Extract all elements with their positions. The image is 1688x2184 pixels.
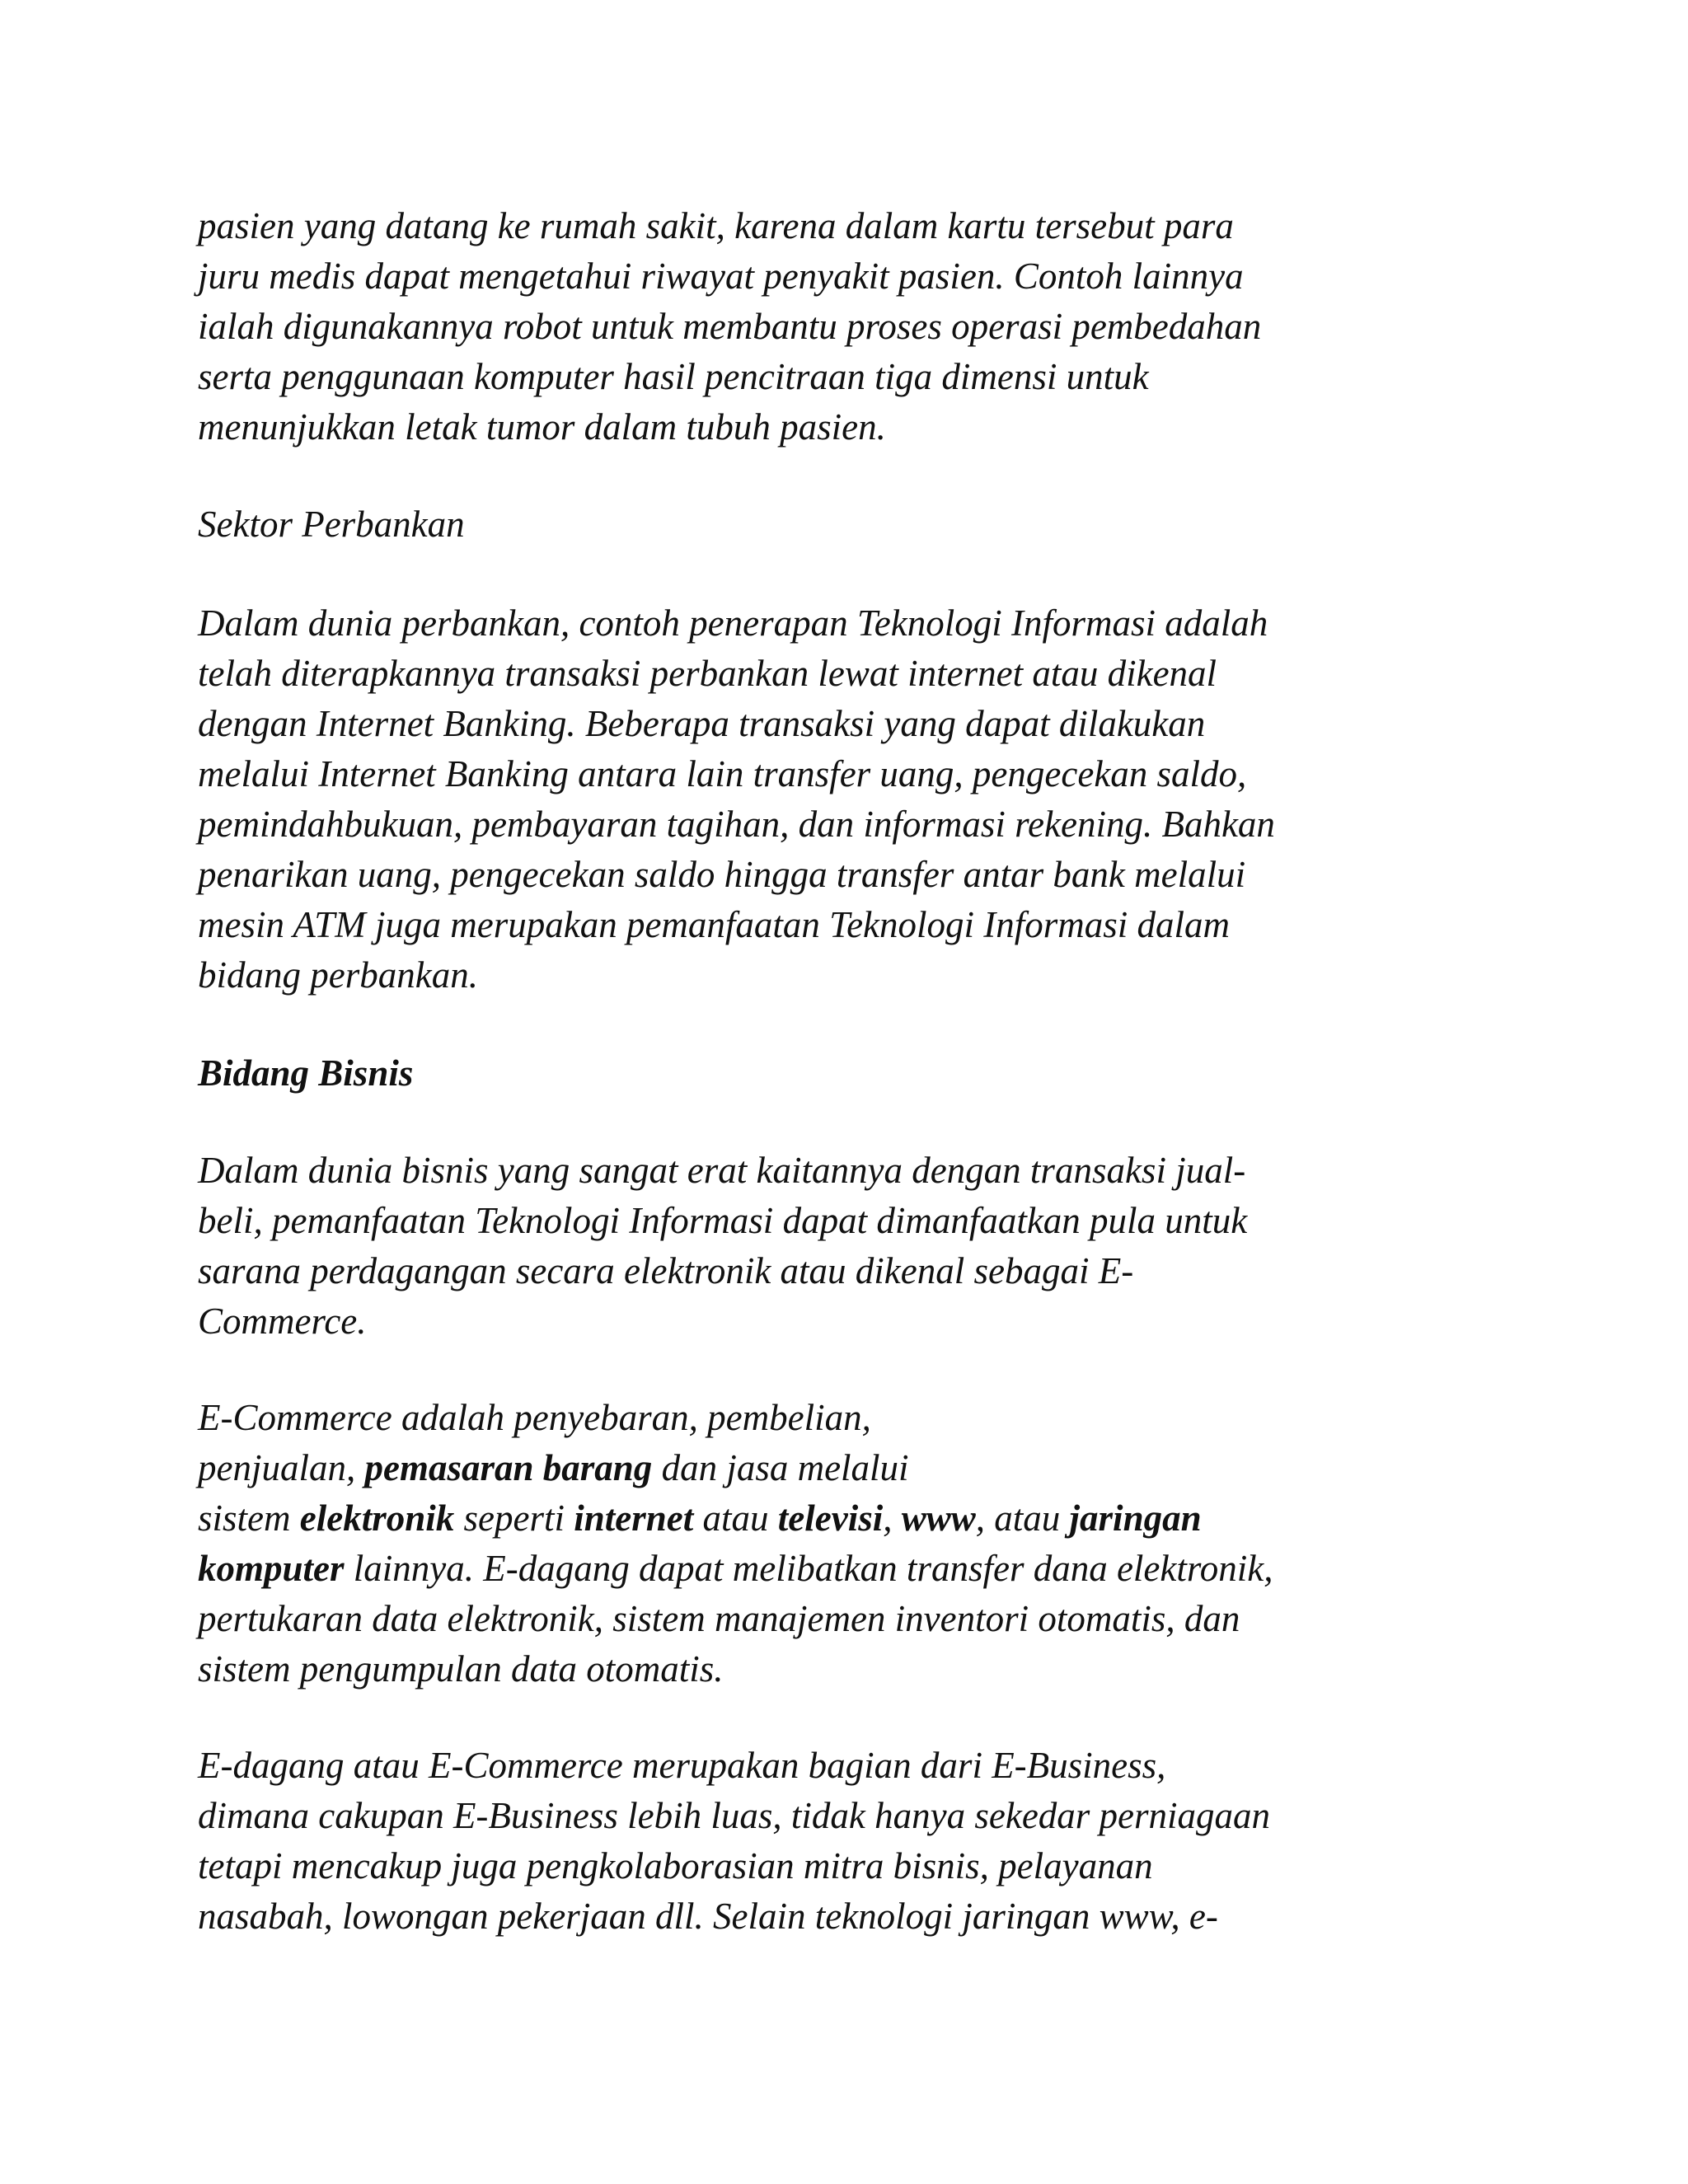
bold-term: jaringan (1069, 1497, 1202, 1539)
text-line: sarana perdagangan secara elektronik atau dikenal sebagai E- (198, 1250, 1134, 1291)
bold-term: www (901, 1497, 976, 1539)
bold-term: televisi (777, 1497, 884, 1539)
paragraph-ecommerce (198, 1393, 1533, 1694)
paragraph-medical (198, 201, 1533, 452)
text-run: , atau (975, 1497, 1070, 1539)
paragraph-business (198, 1146, 1533, 1347)
text-run: dan jasa melalui (652, 1447, 909, 1488)
text-run: atau (693, 1497, 778, 1539)
text-line: dengan Internet Banking. Beberapa transaksi yang dapat dilakukan (198, 703, 1206, 744)
text-run: penjualan, (198, 1447, 365, 1488)
text-line: melalui Internet Banking antara lain transfer uang, pengecekan saldo, (198, 753, 1247, 794)
heading-business (198, 1048, 1533, 1099)
heading-text: Sektor Perbankan (198, 504, 465, 545)
text-line: Commerce. (198, 1301, 367, 1342)
text-line: Dalam dunia bisnis yang sangat erat kaitannya dengan transaksi jual- (198, 1150, 1246, 1191)
heading-text: Bidang Bisnis (198, 1052, 414, 1094)
text-line: mesin ATM juga merupakan pemanfaatan Teknologi Informasi dalam (198, 904, 1231, 945)
text-line: pertukaran data elektronik, sistem manajemen inventori otomatis, dan (198, 1598, 1240, 1639)
text-line: pemindahbukuan, pembayaran tagihan, dan informasi rekening. Bahkan (198, 804, 1275, 845)
text-line: nasabah, lowongan pekerjaan dll. Selain teknologi jaringan www, e- (198, 1896, 1218, 1937)
bold-term: internet (574, 1497, 694, 1539)
text-line: sistem pengumpulan data otomatis. (198, 1648, 724, 1690)
text-line: telah diterapkannya transaksi perbankan lewat internet atau dikenal (198, 653, 1217, 694)
heading-banking (198, 499, 1533, 550)
bold-term: pemasaran barang (364, 1447, 653, 1488)
text-line: beli, pemanfaatan Teknologi Informasi dapat dimanfaatkan pula untuk (198, 1200, 1248, 1241)
text-line: penarikan uang, pengecekan saldo hingga transfer antar bank melalui (198, 854, 1246, 895)
text-line: tetapi mencakup juga pengkolaborasian mitra bisnis, pelayanan (198, 1845, 1153, 1886)
text-line: E-dagang atau E-Commerce merupakan bagian dari E-Business, (198, 1745, 1166, 1786)
text-run: sistem (198, 1497, 300, 1539)
text-line: dimana cakupan E-Business lebih luas, tidak hanya sekedar perniagaan (198, 1795, 1271, 1836)
text-run: , (883, 1497, 902, 1539)
text-line: menunjukkan letak tumor dalam tubuh pasien. (198, 406, 886, 448)
text-run: seperti (454, 1497, 574, 1539)
text-line: E-Commerce adalah penyebaran, pembelian, (198, 1397, 871, 1438)
text-line: Dalam dunia perbankan, contoh penerapan Teknologi Informasi adalah (198, 602, 1268, 644)
text-line (198, 1493, 1533, 1544)
text-line (198, 1443, 1533, 1493)
text-line: bidang perbankan. (198, 954, 478, 996)
text-run: lainnya. E-dagang dapat melibatkan transfer dana elektronik, (344, 1548, 1273, 1589)
bold-term: elektronik (299, 1497, 455, 1539)
paragraph-banking (198, 598, 1533, 1001)
text-line: juru medis dapat mengetahui riwayat penyakit pasien. Contoh lainnya (198, 255, 1244, 297)
text-line (198, 1544, 1533, 1594)
text-line: pasien yang datang ke rumah sakit, karena dalam kartu tersebut para (198, 205, 1234, 246)
text-line: ialah digunakannya robot untuk membantu proses operasi pembedahan (198, 306, 1262, 347)
paragraph-ebusiness (198, 1741, 1533, 1942)
text-line: serta penggunaan komputer hasil pencitraan tiga dimensi untuk (198, 356, 1149, 397)
bold-term: komputer (198, 1548, 345, 1589)
